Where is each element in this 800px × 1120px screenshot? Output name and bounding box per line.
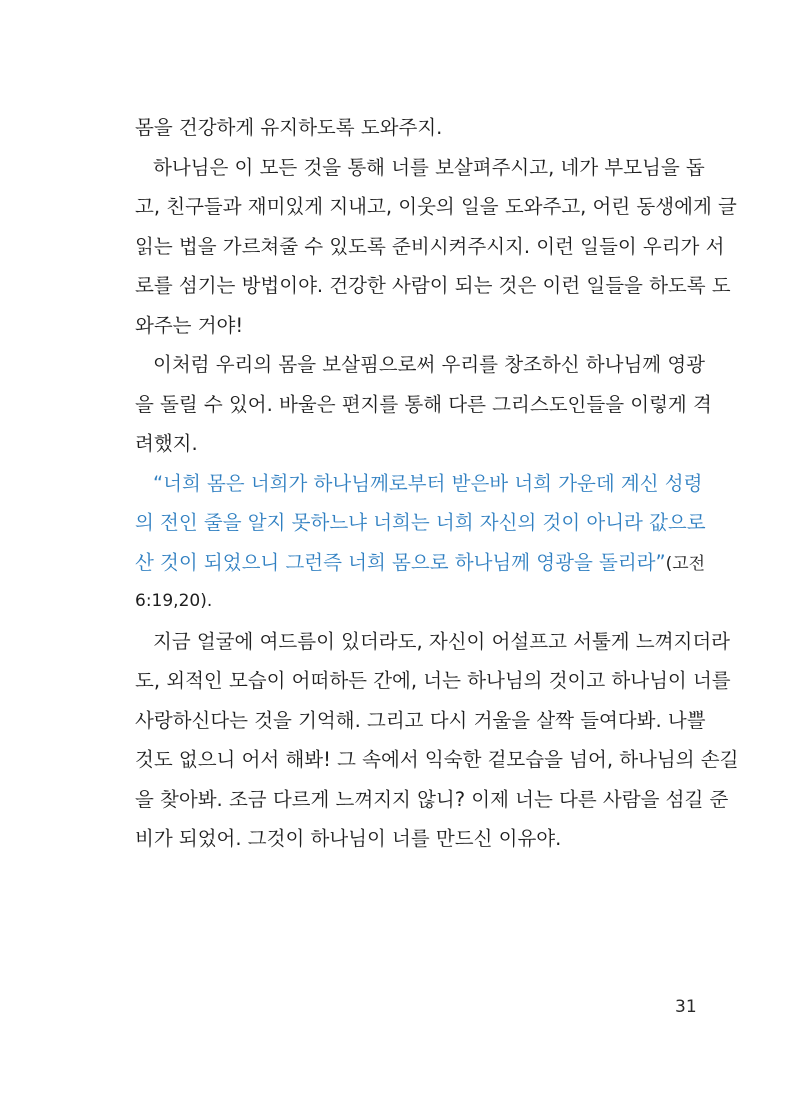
page-body <box>135 108 739 859</box>
citation-reference: (고전 <box>665 553 706 574</box>
text-line: 을 찾아봐. 조금 다르게 느껴지지 않니? 이제 너는 다른 사람을 섬길 준 <box>135 787 729 811</box>
text-line: 려했지. <box>135 432 198 455</box>
text-line: 로를 섬기는 방법이야. 건강한 사람이 되는 것은 이런 일들을 하도록 도 <box>135 274 731 297</box>
text-line: 을 돌릴 수 있어. 바울은 편지를 통해 다른 그리스도인들을 이렇게 격 <box>135 392 712 416</box>
text-line: 하나님은 이 모든 것을 통해 너를 보살펴주시고, 네가 부모님을 돕 <box>153 155 705 179</box>
text-line: 도, 외적인 모습이 어떠하든 간에, 너는 하나님의 것이고 하나님이 너를 <box>135 669 731 692</box>
citation-reference-continued: 6:19,20). <box>135 591 213 611</box>
text-line: 지금 얼굴에 여드름이 있더라도, 자신이 어설프고 서툴게 느껴지더라 <box>153 629 731 653</box>
text-line: 것도 없으니 어서 해봐! 그 속에서 익숙한 겉모습을 넘어, 하나님의 손길 <box>135 748 739 771</box>
text-line: 비가 되었어. 그것이 하나님이 너를 만드신 이유야. <box>135 827 562 850</box>
scripture-quote-text: 산 것이 되었으니 그런즉 너희 몸으로 하나님께 영광을 돌리라” <box>135 550 666 574</box>
scripture-quote-line: “너희 몸은 너희가 하나님께로부터 받은바 너희 가운데 계신 성령 <box>153 471 703 495</box>
text-line: 고, 친구들과 재미있게 지내고, 이웃의 일을 도와주고, 어린 동생에게 글 <box>135 195 737 218</box>
text-line: 읽는 법을 가르쳐줄 수 있도록 준비시켜주시지. 이런 일들이 우리가 서 <box>135 234 725 258</box>
text-line: 사랑하신다는 것을 기억해. 그리고 다시 거울을 살짝 들여다봐. 나쁠 <box>135 708 706 732</box>
scripture-quote-line-with-citation <box>135 543 706 583</box>
text-line: 와주는 거야! <box>135 313 244 337</box>
page-number: 31 <box>675 997 697 1017</box>
text-line: 몸을 건강하게 유지하도록 도와주지. <box>135 116 443 139</box>
scripture-quote-line: 의 전인 줄을 알지 못하느냐 너희는 너희 자신의 것이 아니라 값으로 <box>135 511 706 534</box>
text-line: 이처럼 우리의 몸을 보살핌으로써 우리를 창조하신 하나님께 영광 <box>153 353 705 376</box>
